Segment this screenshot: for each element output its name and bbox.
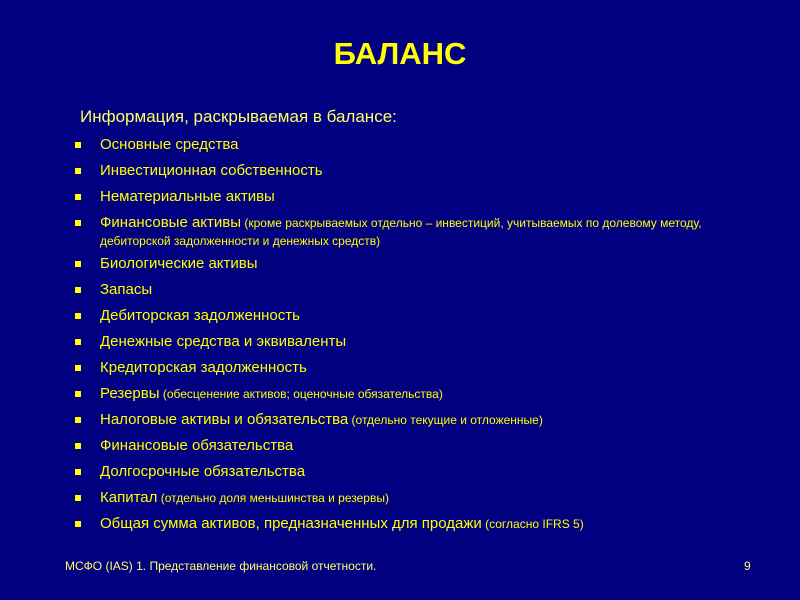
- square-bullet-icon: [75, 339, 81, 345]
- slide-footer: МСФО (IAS) 1. Представление финансовой отчетности.: [65, 559, 377, 573]
- list-item: [70, 462, 750, 488]
- square-bullet-icon: [75, 142, 81, 148]
- item-main: Финансовые активы: [100, 214, 242, 231]
- list-item: [70, 332, 750, 358]
- item-main: Дебиторская задолженность: [100, 307, 300, 324]
- item-main: Капитал: [100, 489, 158, 506]
- square-bullet-icon: [75, 521, 81, 527]
- list-item: [70, 358, 750, 384]
- item-main: Резервы: [100, 385, 160, 402]
- item-note: (отдельно доля меньшинства и резервы): [157, 491, 389, 505]
- square-bullet-icon: [75, 443, 81, 449]
- list-item: [70, 213, 750, 254]
- square-bullet-icon: [75, 495, 81, 501]
- item-main: Кредиторская задолженность: [100, 359, 307, 376]
- square-bullet-icon: [75, 469, 81, 475]
- square-bullet-icon: [75, 287, 81, 293]
- item-note: (отдельно текущие и отложенные): [348, 413, 543, 427]
- item-main: Запасы: [100, 281, 153, 298]
- item-main: Финансовые обязательства: [100, 437, 294, 454]
- square-bullet-icon: [75, 220, 81, 226]
- square-bullet-icon: [75, 313, 81, 319]
- square-bullet-icon: [75, 365, 81, 371]
- item-note: (обесценение активов; оценочные обязательства): [159, 387, 443, 401]
- balance-items-list: [70, 135, 750, 540]
- list-item: [70, 280, 750, 306]
- page-number: 9: [744, 559, 751, 573]
- list-item: [70, 436, 750, 462]
- square-bullet-icon: [75, 391, 81, 397]
- square-bullet-icon: [75, 168, 81, 174]
- item-main: Налоговые активы и обязательства: [100, 411, 349, 428]
- item-main: Биологические активы: [100, 255, 258, 272]
- item-main: Нематериальные активы: [100, 188, 275, 205]
- list-item: [70, 488, 750, 514]
- list-item: [70, 306, 750, 332]
- slide-title: БАЛАНС: [333, 36, 467, 71]
- list-item: [70, 254, 750, 280]
- item-main: Долгосрочные обязательства: [100, 463, 306, 480]
- list-item: [70, 410, 750, 436]
- item-note: (согласно IFRS 5): [481, 517, 584, 531]
- item-note: (кроме раскрываемых отдельно – инвестиций, учитываемых по долевому методу, дебиторской задолженности и денежных средств): [100, 216, 702, 248]
- list-item: [70, 514, 750, 540]
- item-main: Основные средства: [100, 136, 239, 153]
- square-bullet-icon: [75, 417, 81, 423]
- square-bullet-icon: [75, 261, 81, 267]
- list-item: [70, 161, 750, 187]
- list-item: [70, 384, 750, 410]
- list-item: [70, 187, 750, 213]
- list-item: [70, 135, 750, 161]
- square-bullet-icon: [75, 194, 81, 200]
- item-main: Общая сумма активов, предназначенных для продажи: [100, 515, 482, 532]
- item-main: Денежные средства и эквиваленты: [100, 333, 347, 350]
- intro-text: Информация, раскрываемая в балансе:: [80, 107, 397, 126]
- item-main: Инвестиционная собственность: [100, 162, 323, 179]
